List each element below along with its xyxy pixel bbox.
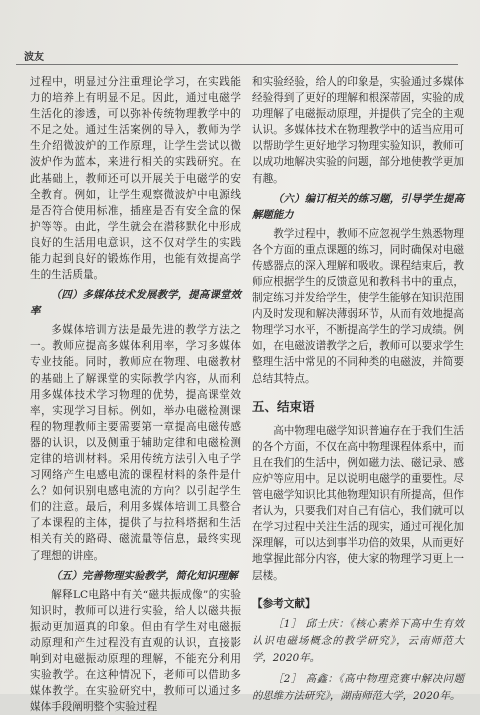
paragraph: 多媒体培训方法是最先进的教学方法之一。教师应提高多媒体利用率，学习多媒体专业技能。同时，教师应在物理、电磁教材的基础上了解课堂的实际教学内容，从而利用多媒体技术学习物理的优势，提高课堂效率，实现学习目标。例如，举办电磁检测课程的物理教师主要需要第一章提高电磁传感器的认识，以及侧重于辅助定律和电磁检测定律的培训材料。采用传统方法引入电子学习网络产生电感电流的课程材料的条件是什么？如何识别电感电流的方向？以引起学生们的注意。最后，利用多媒体培训工具整合了本课程的主体，提供了与拉科塔据和生活相关有关的路碍、磁流量等信息，最终实现了理想的讲座。: [30, 324, 241, 562]
subheading: （四）多媒体技术发展教学，提高课堂效率: [30, 289, 241, 318]
right-column: [252, 74, 464, 709]
reference-item: ［2］ 高鑫：《高中物理竞赛中解决问题的思维方法研究》，湖南师范大学，2020年。: [252, 672, 464, 702]
paragraph: 解释LC电路中有关“磁共振成像”的实验知识时，教师可以进行实验，给人以磁共振振动更加逼真的印象。但由有学生对电磁振动原理和产生过程没有直观的认识，直接影响到对电磁振动原理的理解，不能充分利用实验教学。在这种情况下，老师可以借助多媒体教学。在实验研究中，教师可以通过多媒体手段阐明整个实验过程: [30, 588, 241, 714]
page-header: [16, 46, 458, 65]
reference-item: ［1］ 邱士庆：《核心素养下高中生有效认识电磁场概念的教学研究》，云南师范大学，2020年。: [252, 617, 464, 664]
paragraph: 教学过程中，教师不应忽视学生熟悉物理各个方面的重点课题的练习，同时确保对电磁传感器点的深入理解和吸收。课程结束后，教师应根据学生的反馈意见和教科书中的重点，制定练习并发给学生，使学生能够在知识范围内及时发现和解决薄弱环节，从而有效地提高物理学习水平，不断提高学生的学习成绩。例如，在电磁波谱教学之后，教师可以要求学生整理生活中常见的不同种类的电磁波，并简要总结其特点。: [252, 227, 464, 385]
references-heading: 【参考文献】: [252, 597, 316, 610]
section-heading: 五、结束语: [252, 398, 315, 414]
left-column: [30, 74, 241, 715]
subheading: （五）完善物理实验教学，简化知识理解: [50, 569, 238, 582]
header-label: 波友: [24, 52, 44, 63]
paragraph: 高中物理电磁学知识普遍存在于我们生活的各个方面，不仅在高中物理课程体系中，而且在我们的生活中，例如磁力法、磁记录、感应炉等应用中。足以说明电磁学的重要性。尽管电磁学知识比其他物理知识有所提高，但作者认为，只要我们对自己有信心，我们就可以在学习过程中关注生活的现实，通过可视化加深理解，可以达到事半功倍的效果，从而更好地掌握此部分内容，使大家的物理学习更上一层楼。: [252, 424, 464, 582]
subheading: （六）编订相关的练习题，引导学生提高解题能力: [252, 192, 464, 221]
paragraph: 过程中，明显过分注重理论学习，在实践能力的培养上有明显不足。因此，通过电磁学生活化的渗透，可以弥补传统物理教学中的不足之处。通过生活案例的导入，教师为学生介绍微波炉的工作原理，让学生尝试以微波炉作为蓝本，来进行相关的实践研究。在此基础上，教师还可以开展关于电磁学的安全教育。例如，让学生观察微波炉中电源线是否符合使用标准，插座是否有安全盒的保护等等。由此，学生就会在潜移默化中形成良好的生活用电意识，这不仅对学生的实践能力起到良好的锻炼作用，也能有效提高学生的生活质量。: [30, 76, 241, 282]
paragraph: 和实验经验，给人的印象是，实验通过多媒体经验得到了更好的理解和根深蒂固，实验的成功理解了电磁振动原理，并提供了完全的主观认识。多媒体技术在物理教学中的适当应用可以帮助学生更好地学习物理实验知识，教师可以成功地解决实验的问题，部分地使教学更加有趣。: [252, 76, 464, 185]
